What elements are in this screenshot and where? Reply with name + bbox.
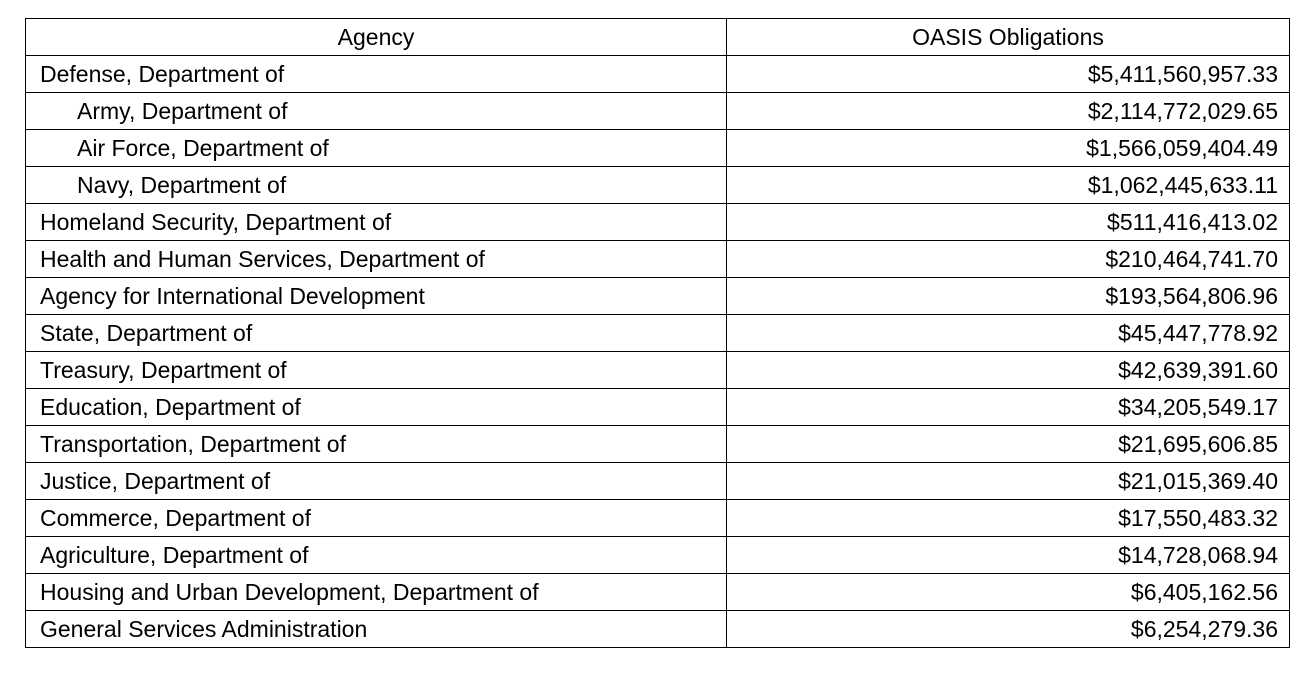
obligations-table-container — [25, 18, 1289, 648]
agency-cell: Education, Department of — [26, 389, 727, 426]
agency-cell: Health and Human Services, Department of — [26, 241, 727, 278]
obligations-cell: $6,405,162.56 — [727, 574, 1290, 611]
agency-cell: Agriculture, Department of — [26, 537, 727, 574]
agency-column-header: Agency — [26, 19, 727, 56]
table-row — [26, 611, 1290, 648]
table-row — [26, 500, 1290, 537]
table-row — [26, 463, 1290, 500]
table-row — [26, 241, 1290, 278]
table-row — [26, 204, 1290, 241]
agency-cell: Justice, Department of — [26, 463, 727, 500]
table-row — [26, 315, 1290, 352]
obligations-cell: $42,639,391.60 — [727, 352, 1290, 389]
table-body — [26, 56, 1290, 648]
obligations-cell: $1,566,059,404.49 — [727, 130, 1290, 167]
obligations-column-header: OASIS Obligations — [727, 19, 1290, 56]
agency-cell: Navy, Department of — [26, 167, 727, 204]
obligations-cell: $210,464,741.70 — [727, 241, 1290, 278]
table-row — [26, 352, 1290, 389]
agency-cell: Housing and Urban Development, Department of — [26, 574, 727, 611]
obligations-cell: $193,564,806.96 — [727, 278, 1290, 315]
table-row — [26, 56, 1290, 93]
obligations-cell: $5,411,560,957.33 — [727, 56, 1290, 93]
obligations-cell: $21,695,606.85 — [727, 426, 1290, 463]
table-row — [26, 574, 1290, 611]
agency-cell: Air Force, Department of — [26, 130, 727, 167]
table-row — [26, 278, 1290, 315]
table-header-row — [26, 19, 1290, 56]
obligations-cell: $511,416,413.02 — [727, 204, 1290, 241]
obligations-table — [25, 18, 1290, 648]
agency-cell: State, Department of — [26, 315, 727, 352]
agency-cell: Commerce, Department of — [26, 500, 727, 537]
obligations-cell: $1,062,445,633.11 — [727, 167, 1290, 204]
obligations-cell: $6,254,279.36 — [727, 611, 1290, 648]
obligations-cell: $34,205,549.17 — [727, 389, 1290, 426]
table-row — [26, 130, 1290, 167]
agency-cell: Agency for International Development — [26, 278, 727, 315]
table-row — [26, 93, 1290, 130]
obligations-cell: $21,015,369.40 — [727, 463, 1290, 500]
agency-cell: Homeland Security, Department of — [26, 204, 727, 241]
table-row — [26, 167, 1290, 204]
table-row — [26, 389, 1290, 426]
agency-cell: Treasury, Department of — [26, 352, 727, 389]
obligations-cell: $45,447,778.92 — [727, 315, 1290, 352]
obligations-cell: $2,114,772,029.65 — [727, 93, 1290, 130]
obligations-cell: $14,728,068.94 — [727, 537, 1290, 574]
table-row — [26, 426, 1290, 463]
agency-cell: General Services Administration — [26, 611, 727, 648]
table-row — [26, 537, 1290, 574]
agency-cell: Defense, Department of — [26, 56, 727, 93]
agency-cell: Army, Department of — [26, 93, 727, 130]
obligations-cell: $17,550,483.32 — [727, 500, 1290, 537]
agency-cell: Transportation, Department of — [26, 426, 727, 463]
